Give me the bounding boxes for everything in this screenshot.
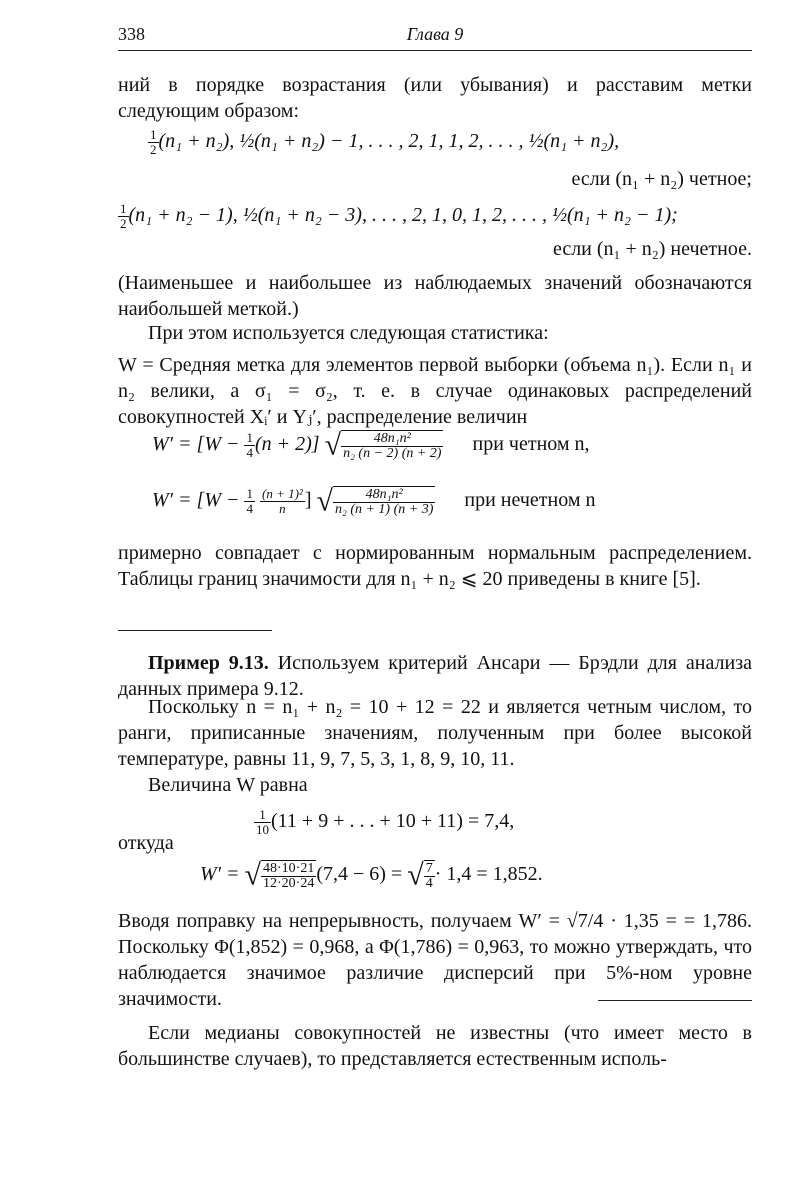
example-heading: Пример 9.13. Используем критерий Ансари — Брэдли для анализа данных примера 9.12.: [118, 652, 753, 700]
page-number: 338: [118, 24, 145, 44]
example-paragraph-3: Вводя поправку на непрерывность, получаем W′ = √7/4 · 1,35 = = 1,786. Поскольку Φ(1,852) = 0,968, а Φ(1,786) = 0,963, то можно утверждать, что наблюдается значимое различие дисперсий при 5%-ном уровне значимости.: [118, 910, 752, 1010]
example-paragraph-2: Величина W равна: [148, 774, 308, 796]
sequence-even: $\frac{1}{2}$ (n₁ + n₂), ½(n₁ + n₂) − 1, . . . , 2, 1, 1, 2, . . . , ½(n₁ + n₂),: [150, 127, 620, 157]
w-definition: W = Средняя метка для элементов первой выборки (объема n₁). Если n₁ и n₂ велики, а σ₁ = σ₂, т. е. в случае одинаковых распределений совокупностей Xᵢ′ и Yⱼ′, распределение величин: [118, 354, 752, 428]
formula-even: W′ = [W − $\frac{1}{4}$ (n + 2)] √ $\frac{\text{48n₁n²}}{\text{n₂ (n − 2) (n + 2)}}$ при четном n,: [152, 428, 590, 462]
example-label: Пример 9.13.: [148, 652, 269, 674]
whence-text: откуда: [118, 832, 174, 854]
page-header: [118, 24, 752, 51]
equation-mean-label: $\frac{1}{10}$ (11 + 9 + . . . + 10 + 11) = 7,4,: [256, 807, 515, 837]
sequence-odd: $\frac{1}{2}$ (n₁ + n₂ − 1), ½(n₁ + n₂ − 3), . . . , 2, 1, 0, 1, 2, . . . , ½(n₁ + n₂ − 1);: [120, 201, 678, 231]
example-start-rule: [118, 630, 272, 631]
statistic-intro: При этом используется следующая статистика:: [148, 322, 549, 344]
normal-paragraph: примерно совпадает с нормированным нормальным распределением. Таблицы границ значимости для n₁ + n₂ ⩽ 20 приведены в книге [5].: [118, 542, 752, 590]
outro-paragraph: Если медианы совокупностей не известны (что имеет место в большинстве случаев), то представляется естественным исполь-: [118, 1022, 752, 1070]
condition-odd-n: при нечетном n: [464, 489, 596, 512]
equation-w-prime: W′ = √ $\frac{48\cdot 10\cdot 21}{12\cdot 20\cdot 24}$ (7,4 − 6) = √ $\frac{7}{4}$ · 1,4 = 1,852.: [200, 858, 543, 892]
example-paragraph-1: Поскольку n = n₁ + n₂ = 10 + 12 = 22 и является четным числом, то ранги, приписанные значениям, полученным при более высокой температуре, равны 11, 9, 7, 5, 3, 1, 8, 9, 10, 11.: [118, 696, 752, 770]
note-paragraph: (Наименьшее и наибольшее из наблюдаемых значений обозначаются наибольшей меткой.): [118, 272, 752, 320]
condition-odd: если (n₁ + n₂) нечетное.: [552, 238, 752, 260]
chapter-title: Глава 9: [406, 24, 464, 44]
intro-paragraph: ний в порядке возрастания (или убывания) и расставим метки следующим образом:: [118, 74, 752, 122]
formula-odd: W′ = [W − $\frac{1}{4}$ $\frac{\text{(n + 1)²}}{n}$ ] √ $\frac{\text{48n₁n²}}{\text{n₂ (n + 1) (n + 3)}}$ при нечетном n: [152, 484, 596, 518]
example-end-rule: [598, 1000, 752, 1001]
half-fraction: $\frac{1}{2}$: [150, 127, 157, 157]
half-fraction: $\frac{1}{2}$: [120, 201, 127, 231]
condition-even-n: при четном n,: [472, 433, 590, 456]
condition-even: если (n₁ + n₂) четное;: [571, 168, 752, 190]
